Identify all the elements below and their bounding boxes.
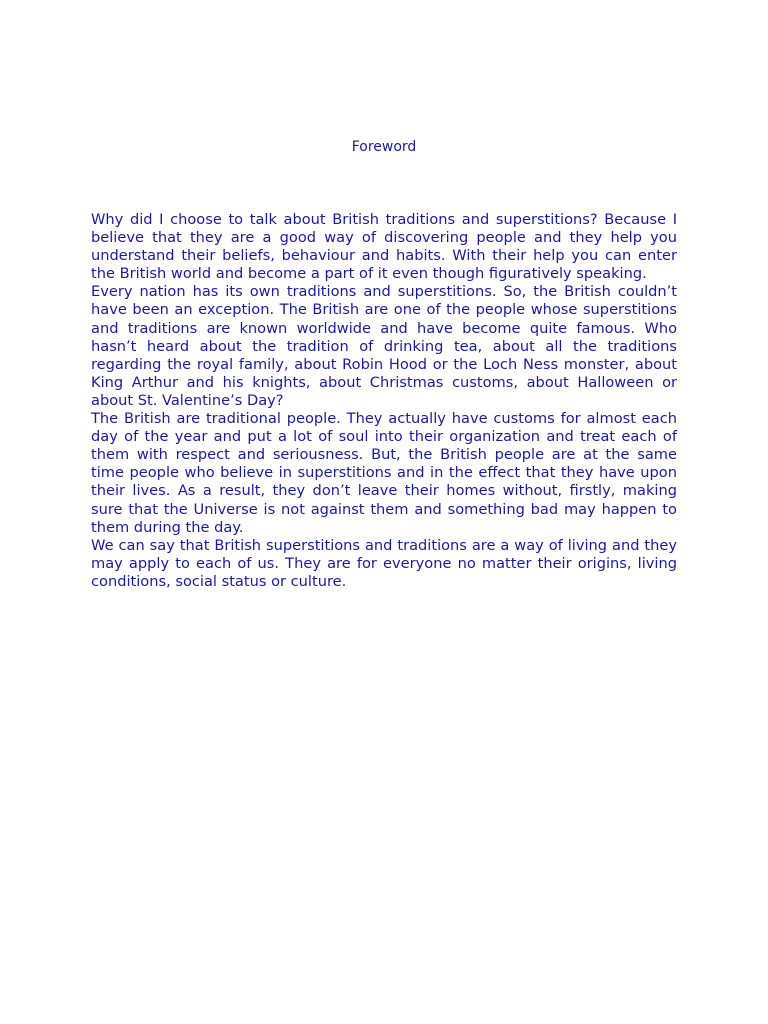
paragraph-2: Every nation has its own traditions and superstitions. So, the British couldn’t have been an exception. The British are one of the people whose superstitions and traditions are known worldwide and have become quite famous. Who hasn’t heard about the tradition of drinking tea, about all the traditions regarding the royal family, about Robin Hood or the Loch Ness monster, about King Arthur and his knights, about Christmas customs, about Halloween or about St. Valentine’s Day? <box>91 283 677 409</box>
paragraph-1: Why did I choose to talk about British traditions and superstitions? Because I believe that they are a good way of discovering people and they help you understand their beliefs, behaviour and habits. With their help you can enter the British world and become a part of it even though figuratively speaking. <box>91 211 677 283</box>
body-text <box>91 211 677 591</box>
paragraph-4: We can say that British superstitions and traditions are a way of living and they may apply to each of us. They are for everyone no matter their origins, living conditions, social status or culture. <box>91 536 677 590</box>
paragraph-3: The British are traditional people. They actually have customs for almost each day of the year and put a lot of soul into their organization and treat each of them with respect and seriousness. But, the British people are at the same time people who believe in superstitions and in the effect that they have upon their lives. As a result, they don’t leave their homes without, firstly, making sure that the Universe is not against them and something bad may happen to them during the day. <box>91 410 677 536</box>
page-title: Foreword <box>351 139 417 155</box>
